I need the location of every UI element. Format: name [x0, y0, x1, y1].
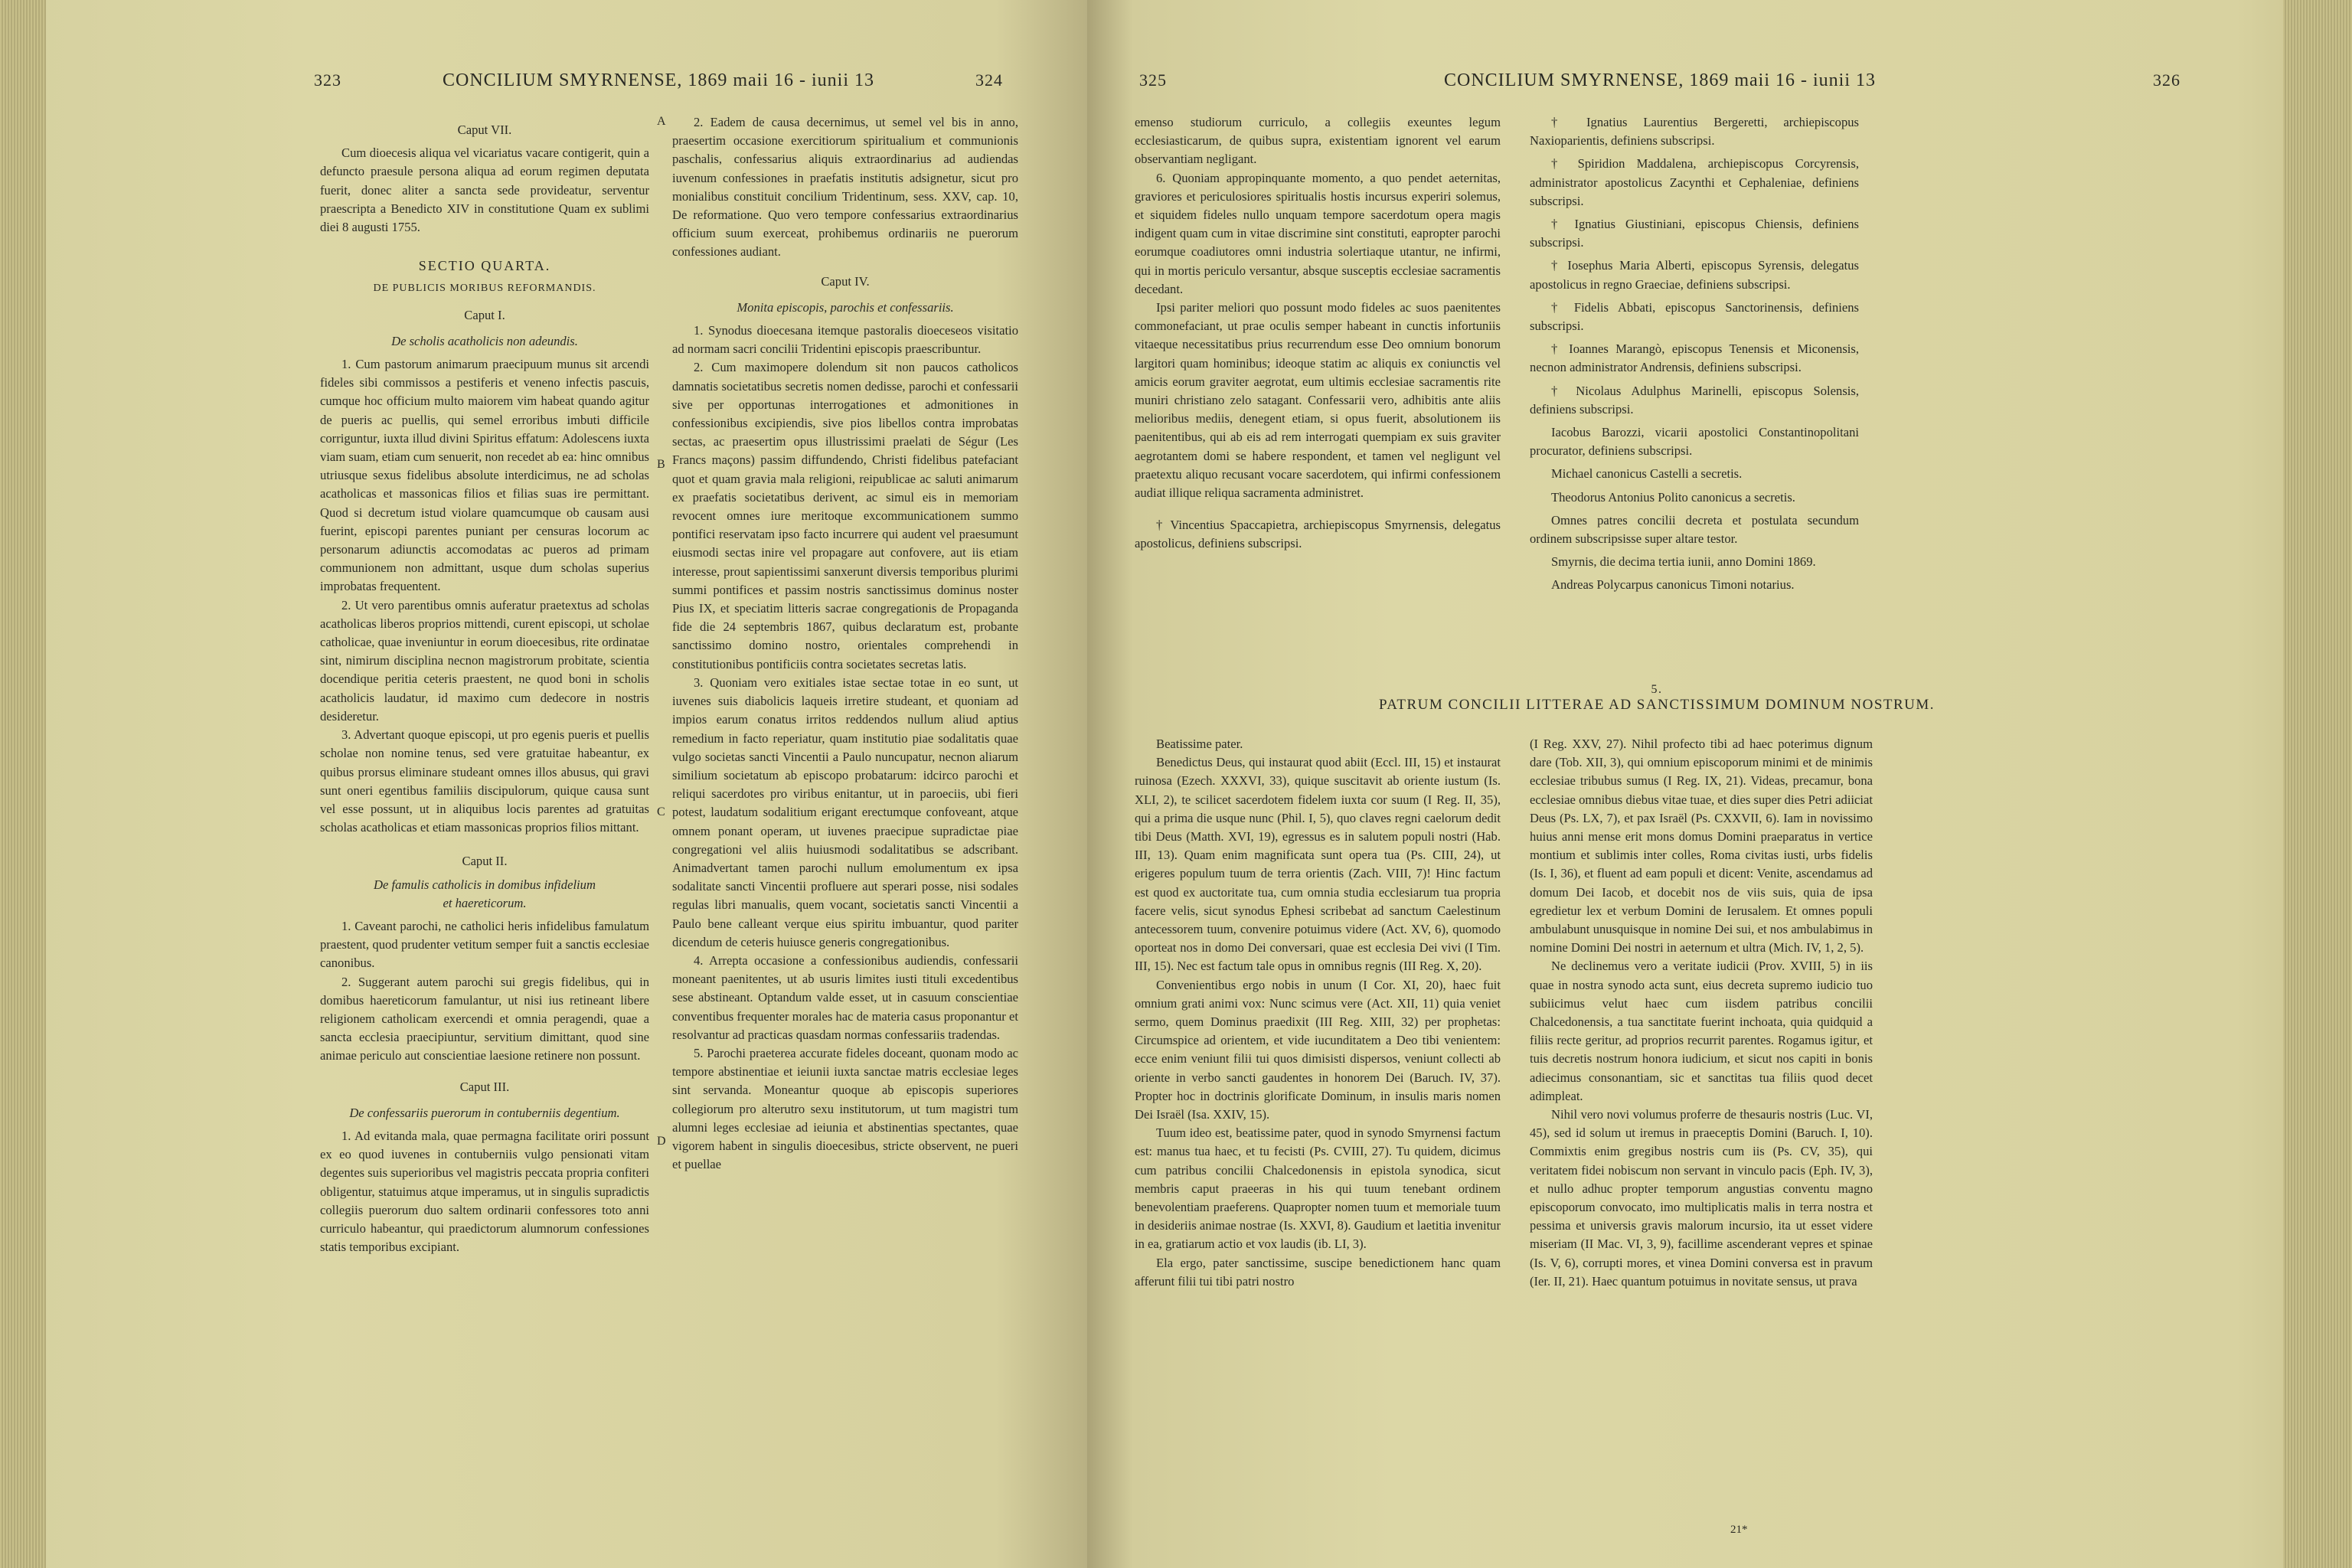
page-number: 326 [2152, 70, 2180, 90]
chapter-heading: Caput I. [464, 307, 505, 322]
margin-letter: C [657, 805, 665, 818]
right-column-2 [1530, 113, 2179, 599]
page-edge [2283, 0, 2352, 1568]
signature: † Ignatius Giustiniani, episcopus Chiensis, definiens subscripsi. [1530, 217, 1859, 250]
section-heading: SECTIO QUARTA. [418, 258, 551, 274]
chapter-title: De scholis acatholicis non adeundis. [391, 333, 578, 348]
page-number: 324 [975, 70, 1003, 90]
signature: † Fidelis Abbati, episcopus Sanctorinensis, definiens subscripsi. [1530, 299, 1859, 334]
paragraph: 6. Quoniam appropinquante momento, a quo pendet aeternitas, graviores et periculosiores spiritualis hostis incursus experiri solemus, et siquidem fideles nullo unquam tempore sacerdotum opera magis indigent quam cum in vitae discrimine sint constituti, eapropter parochi eorumque coadiutores omni industria solertiaque utantur, ne infirmi, qui in mortis periculo versantur, absque susceptis ecclesiae sacramentis decedant. [1135, 170, 1501, 296]
section-number: 5. [1651, 683, 1663, 696]
running-title: CONCILIUM SMYRNENSE, 1869 maii 16 - iunii 13 [442, 70, 874, 90]
signature: † Vincentius Spaccapietra, archiepiscopus Smyrnensis, delegatus apostolicus, definiens subscripsi. [1135, 518, 1501, 551]
page-edge [0, 0, 46, 1568]
signature: † Nicolaus Adulphus Marinelli, episcopus Solensis, definiens subscripsi. [1530, 383, 1859, 416]
running-title: CONCILIUM SMYRNENSE, 1869 maii 16 - iunii 13 [1443, 70, 1876, 90]
paragraph: 2. Eadem de causa decernimus, ut semel vel bis in anno, praesertim occasione exercitiorum spiritualium et communionis paschalis, confessarius aliquis extraordinarius ad audiendas iuvenum confessiones in praefatis institutis adsignetur, sicut pro monialibus constituit concilium Tridentinum, sess. XXV, cap. 10, De reformatione. Quo vero tempore confessarius extraordinarius officium suum exerceat, prohibemus ordinariis ne puerorum confessiones audiant. [672, 115, 1018, 260]
paragraph: Benedictus Deus, qui instaurat quod abiit (Eccl. III, 15) et instaurat ruinosa (Ezech. XXXVI, 33), quique suscitavit ab oriente iustum (Is. XLI, 2), te scilicet sacerdotem fidelem iuxta cor suum (I Reg. II, 35), qui a prima die usque nunc (Phil. I, 5), quo claves regni caelorum dedit tibi Deus (Matth. XVI, 19), egressus es in salutem populi nostri (Hab. III, 13). Quam enim magnificata sunt opera tua (Ps. CIII, 24), ut erigeres populum tuum de terra orientis (Zach. VIII, 7)! Hinc factum est quod ex auctoritate tua, cum omnia studia ecclesiarum tua propria facere velis, sicut synodus Ephesi scribebat ad sanctum Caelestinum antecessorem tuum, convenire potuimus videre (Act. XV, 6), quomodo oporteat nos in domo Dei conversari, quae est ecclesia Dei vivi (I Tim. III, 15). Nec est factum tale opus in omnibus regnis (III Reg. X, 20). [1135, 755, 1501, 974]
paragraph: Ipsi pariter meliori quo possunt modo fideles ac suos paenitentes commonefaciant, ut prae oculis semper habeant in cunctis infortuniis vitaeque necessitatibus prius recurrendum esse Deo omnium bonorum largitori quam hominibus; ideoque statim ac aliquis ex coniunctis vel amicis eorum graviter aegrotat, eum ultimis ecclesiae sacramentis rite muniri christiano zelo satagant. Confessarii vero, adhibitis ante aliis melioribus mediis, denegent etiam, si opus fuerit, absolutionem iis paenitentibus, qui ab eis ad rem interrogati quempiam ex suis graviter aegrotantem domi se habere respondent, et tamen vel negligunt vel praetextu aliquo recusant vocare sacerdotem, qui infirmi confessionem audiat illique reliqua sacramenta administret. [1135, 300, 1501, 501]
paragraph: 2. Suggerant autem parochi sui gregis fidelibus, qui in domibus haereticorum famulantur, ut nisi ius retineant libere religionem catholicam exercendi et omnia peragendi, quae a sancta ecclesia praecipiuntur, servitium dimittant, quod sine animae periculo aut conscientiae laesione retinere non possunt. [320, 974, 649, 1063]
date-line: Smyrnis, die decima tertia iunii, anno Domini 1869. [1551, 554, 1816, 570]
paragraph: 3. Advertant quoque episcopi, ut pro egenis pueris et puellis scholae non nomine tenus, sed vere gratuitae habeantur, ex quibus prorsus eliminare studeant omnes illos abusus, qui gravi sunt oneri egentibus familiis discipulorum, quique causa sunt vel esse possunt, ut in aliquibus locis parentes ad gratuitas scholas acatholicas et etiam massonicas proprios filios mittant. [320, 727, 649, 835]
section-subheading: DE PUBLICIS MORIBUS REFORMANDIS. [373, 283, 596, 295]
chapter-heading: Caput III. [459, 1079, 510, 1094]
chapter-title: De famulis catholicis in domibus infidelium [374, 877, 596, 892]
paragraph: (I Reg. XXV, 27). Nihil profecto tibi ad haec poterimus dignum dare (Tob. XII, 3), qui omnium episcoporum minimi et de minimis ecclesiae tribubus sumus (I Reg. IX, 21). Videas, precamur, bona ecclesiae omnibus diebus vitae tuae, et dies super dies Petri adiiciat Deus (Ps. LX, 7), et pax Israël (Ps. CXXVII, 6). Iam in novissimo huius anni mense erit mons domus Domini praeparatus in vertice montium et sublimis inter colles, Roma civitas iusti, urbs fidelis (Is. I, 36), et fluent ad eam populi et dicent: Venite, ascendamus ad domum Dei Iacob, et docebit nos de viis suis, quia de ipsa egredietur lex et verbum Domini de Ierusalem. Et omnes populi ambulabunt unusquisque in nomine Dei sui, et nos ambulabimus in nomine Domini Dei nostri in aeternum et ultra (Mich. IV, 1, 2, 5). [1530, 737, 1873, 956]
paragraph: 1. Cum pastorum animarum praecipuum munus sit arcendi fideles sibi commissos a pestiferis et veneno infectis pascuis, cumque hoc officium multo maiorem vim habeat quando agitur de pueris ac puellis, qui semel erroribus imbuti difficile corriguntur, iuxta illud divini Spiritus effatum: Adolescens iuxta viam suam, etiam cum senuerit, non recedet ab ea: hinc omnibus utriusque sexus fidelibus absolute interdicimus, ne ad scholas acatholicas et massonicas filios et filias suas ire permittant. Quod si decretum istud violare quamcumque ob causam ausi fuerint, episcopi parentes puniant per censuras locorum ac personarum adiunctis accomodatas ac pueros ad primam communionem non admittant, usque dum scholas superius improbatas frequentent. [320, 357, 649, 594]
paragraph: 2. Ut vero parentibus omnis auferatur praetextus ad scholas acatholicas liberos proprios mittendi, curent episcopi, ut scholae catholicae, quae inveniuntur in eorum dioecesibus, rite ordinatae sint, nimirum disciplina necnon magistrorum probitate, scientia docendique peritia ceteris praestent, ne quod boni in scholis acatholicis laudatur, id maximo cum dedecore in nostris desideretur. [320, 597, 649, 724]
margin-letter: D [657, 1135, 666, 1148]
signature: † Ioannes Marangò, episcopus Tenensis et Miconensis, necnon administrator Andrensis, definiens subscripsi. [1530, 341, 1859, 375]
chapter-title: et haereticorum. [443, 895, 527, 910]
paragraph: 2. Cum maximopere dolendum sit non paucos catholicos damnatis societatibus secretis nomen dedisse, parochi et confessarii sive per opportunas interrogationes et admonitiones in confessionibus excipiendis, sive pios libellos contra improbatas sectas, ac praesertim opus illustrissimi praelati de Ségur (Les Francs maçons) passim diffundendo, Christi fidelibus patefaciant quot et quam gravia mala religioni, reipublicae ac saluti animarum ex praefatis societatibus derivent, ac simul eis in memoriam revocent omnes iure meritoque excommunicationem summo pontifici reservatam ipso facto incurrere qui audent vel praesumunt eiusmodi sectas inire vel propagare aut confovere, aut iis etiam interesse, prout sapientissimi sanxerunt diversis temporibus plurimi summi pontifices et passim nostris sanctissimus dominus noster Pius IX, et speciatim litteris sacrae congregationis de Propaganda fide die 24 septembris 1867, quibus declaratum est, probante sanctissimo domino nostro, orientales comprehendi in constitutionibus pontificiis contra societates secretas latis. [672, 360, 1018, 671]
page-number: 323 [314, 70, 341, 90]
left-page [0, 0, 1087, 1568]
paragraph: Ne declinemus vero a veritate iudicii (Prov. XVIII, 5) in iis quae in nostra synodo acta sunt, eius decreta supremo iudicio tuo subiicimus velut haec cum iisdem patribus concilii Chalcedonensis, a tua sanctitate fuerint inchoata, quia quidquid a filiis recte geritur, ad proprios recurrit parentes. Rogamus igitur, et tuis decretis nostrum honora iudicium, et sicut nos capiti in bonis adiecimus consonantiam, sic et sanctitas tua filiis quod decet adimpleat. [1530, 959, 1873, 1103]
paragraph: Nihil vero novi volumus proferre de thesauris nostris (Luc. VI, 45), sed id solum ut iremus in praeceptis Domini (Baruch. I, 10). Commixtis enim gregibus nostris cum iis (Ps. CV, 35), qui veritatem fidei nobiscum non servant in vinculo pacis (Eph. IV, 3), et nullo adhuc propter temporum angustias conventu magno episcoporum convocato, imo multiplicatis malis in terra nostra et pessima et universis gravis malorum incursio, ita ut esset videre miseriam (II Mac. VI, 3, 9), facillime ascenderant vepres et spinae (Is. V, 6), corrupti mores, et vinea Domini conversa est in pravum (Ier. II, 21). Haec quantum potuimus in novitate sensus, ut prava [1530, 1107, 1873, 1289]
signature: Theodorus Antonius Polito canonicus a secretis. [1551, 489, 1795, 505]
spacer [1135, 502, 1501, 516]
signature: † Iosephus Maria Alberti, episcopus Syrensis, delegatus apostolicus in regno Graeciae, definiens subscripsi. [1530, 258, 1859, 292]
chapter-title: Monita episcopis, parochis et confessariis. [737, 299, 954, 315]
salutation: Beatissime pater. [1156, 737, 1243, 751]
paragraph: emenso studiorum curriculo, a collegiis exeuntes legum ecclesiasticarum, de quibus supra, existentiam ignorent vel earum observantiam negligant. [1135, 115, 1501, 167]
right-column-4 [1530, 735, 1873, 1291]
paragraph: 1. Ad evitanda mala, quae permagna facilitate oriri possunt ex eo quod iuvenes in contuberniis vulgo pensionati vitam degentes suis superioribus vel magistris peccata propria confiteri obligentur, statuimus atque imperamus, ut in singulis supradictis collegiis puerorum duo saltem ordinarii confessores toto anni curriculo habeantur, qui praedictorum alumnorum confessiones statis temporibus excipiant. [320, 1128, 649, 1255]
paragraph: 1. Synodus dioecesana itemque pastoralis dioeceseos visitatio ad normam sacri concilii Tridentini episcopis praescribuntur. [672, 323, 1018, 357]
paragraph: Convenientibus ergo nobis in unum (I Cor. XI, 20), haec fuit omnium grati animi vox: Nunc scimus vere (Act. XII, 11) quia veniet sermo, quem Dominus praedixit (III Reg. XIII, 32) per prophetas: Circumspice ad orientem, et vide iucunditatem a Deo tibi venientem: ecce enim veniunt filii tui quos dimisisti dispersos, veniunt collecti ab oriente in verbo sancti gaudentes in honorem Dei (Baruch. IV, 37). Propter hoc in doctrinis glorificate Dominum, in insulis maris nomen Dei Israël (Isa. XXIV, 15). [1135, 977, 1501, 1122]
margin-letter: B [657, 458, 665, 471]
left-column-2 [672, 113, 1018, 1174]
letter-section-header [1135, 683, 2179, 714]
signature: Michael canonicus Castelli a secretis. [1551, 466, 1743, 482]
section-title: PATRUM CONCILII LITTERAE AD SANCTISSIMUM DOMINUM NOSTRUM. [1378, 697, 1936, 713]
page-number: 325 [1139, 70, 1167, 90]
paragraph: 5. Parochi praeterea accurate fideles doceant, quonam modo ac tempore abstinentiae et ieiunii iuxta sanctae matris ecclesiae leges sint servanda. Moneantur quoque ab episcopis superiores collegiorum pro alterutro sexu institutorum, ut tum magistri tum alumni leges ecclesiae ad ieiunia et abstinentias spectantes, quae vigorem habent in singulis dioecesibus, stricte observent, ne pueri et puellae [672, 1045, 1018, 1172]
signature: † Ignatius Laurentius Bergeretti, archiepiscopus Naxioparientis, definiens subscripsi. [1530, 115, 1859, 149]
chapter-heading: Caput IV. [821, 273, 870, 289]
signature: Iacobus Barozzi, vicarii apostolici Constantinopolitani procurator, definiens subscripsi. [1530, 425, 1859, 459]
right-page-header [1139, 70, 2180, 91]
chapter-heading: Caput II. [462, 854, 508, 869]
paragraph: 4. Arrepta occasione a confessionibus audiendis, confessarii moneant paenitentes, ut ab usuris limites iusti tituli excedentibus sese abstineant. Optandum valde esset, ut in casuum conscientiae conventibus frequenter morales hac de materia casus proponantur et resolvantur ad practicas quasdam normas confessariis tradendas. [672, 952, 1018, 1042]
paragraph: 1. Caveant parochi, ne catholici heris infidelibus famulatum praestent, quod prudenter vetitum semper fuit a sanctis ecclesiae canonibus. [320, 918, 649, 971]
paragraph: Cum dioecesis aliqua vel vicariatus vacare contigerit, quin a defuncto praesule persona aliqua ad eorum regimen deputata fuerit, donec aliter a sancta sede provideatur, serventur praescripta a Benedicto XIV in constitutione Quam ex sublimi diei 8 augusti 1755. [320, 145, 649, 235]
right-column-1 [1135, 113, 1501, 554]
paragraph: 3. Quoniam vero exitiales istae sectae totae in eo sunt, ut iuvenes suis diabolicis laqueis irretire studeant, et quoniam ad impios earum conatus irritos reddendos nullum aliud aptius remedium in facto reperiatur, quam institutio piae sodalitatis quae vulgo societas sancti Vincentii a Paulo nuncupatur, necnon aliarum similium societatum ab episcopo probatarum: idcirco parochi et reliqui sacerdotes pro viribus enitantur, ut in paroeciis, ubi fieri potest, laudatum sodalitium erigant erectumque confoveant, atque omnem ponant operam, ut iuvenes praecipue supradictae piae congregationi vel aliis huiusmodi sodalitatibus se adscribant. Animadvertant tamen parochi nullum emolumentum ex ipsa sodalitate sancti Vincentii profluere aut sperari posse, nisi sodales regulas libri manualis, quem vocant, societatis sancti Vincentii a Paulo bene calleant verque eius spiritu imbuantur, quod pariter dicendum de ceteris huiusce generis congregationibus. [672, 675, 1018, 949]
paragraph: Tuum ideo est, beatissime pater, quod in synodo Smyrnensi factum est: manus tua haec, et tu fecisti (Ps. CVIII, 27). Tu quidem, dicimus cum patribus concilii Chalcedonensis in epistola synodica, sicut membris caput praeeras in his qui tuum tenebant ordinem benevolentiam praeferens. Quapropter nomen tuum et memoriale tuum in desideriis animae nostrae (Is. XXVI, 8). Gaudium et laetitia invenitur in ea, gratiarum actio et vox laudis (ib. LI, 3). [1135, 1125, 1501, 1252]
left-page-header [314, 70, 1003, 91]
margin-letter: A [657, 115, 666, 128]
signature: † Spiridion Maddalena, archiepiscopus Corcyrensis, administrator apostolicus Zacynthi et Cephaleniae, definiens subscripsi. [1530, 156, 1859, 208]
attestation: Omnes patres concilii decreta et postulata secundum ordinem subscripsisse super altare testor. [1530, 512, 1859, 547]
right-page [1087, 0, 2352, 1568]
right-column-3 [1135, 735, 1501, 1291]
left-column-1 [320, 113, 649, 1256]
signature: Andreas Polycarpus canonicus Timoni notarius. [1551, 577, 1795, 593]
paragraph: Ela ergo, pater sanctissime, suscipe benedictionem hanc quam afferunt filii tui tibi patri nostro [1135, 1255, 1501, 1289]
signature-mark: 21* [1730, 1524, 1748, 1536]
chapter-heading: Caput VII. [457, 122, 512, 137]
chapter-title: De confessariis puerorum in contuberniis degentium. [349, 1105, 620, 1120]
